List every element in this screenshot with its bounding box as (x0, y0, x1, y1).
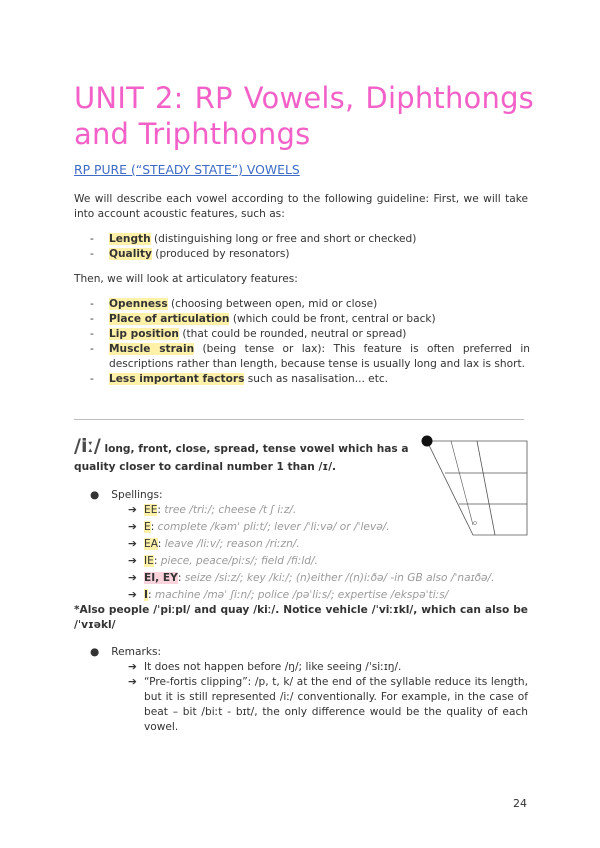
spellings-label: Spellings: (111, 489, 163, 501)
small-marker (474, 522, 477, 525)
acoustic-features-list (90, 232, 530, 262)
spellings-heading: ● Spellings: (90, 489, 163, 501)
vowel-description (74, 437, 409, 476)
vowel-desc-line2: quality closer to cardinal number 1 than /ɪ/. (74, 461, 337, 473)
central-line (477, 441, 495, 535)
remarks-label: Remarks: (111, 646, 162, 658)
spellings-list (128, 502, 495, 604)
list-item: ➔ “Pre-fortis clipping”: /p, t, k/ at the end of the syllable reduce its length, but it is still represented /iː/ conventionally. For example, in the case of beat – bit /biːt - bɪt/, the only difference would be the quality of each vowel. (128, 676, 528, 733)
articulatory-features-list (90, 297, 530, 387)
feature-term: Place of articulation (109, 313, 230, 325)
feature-term: Length (109, 233, 151, 245)
feature-term: Muscle strain (109, 343, 195, 355)
feature-description: (that could be rounded, neutral or spread) (178, 328, 407, 340)
page-title: UNIT 2: RP Vowels, Diphthongs and Triphthongs (74, 81, 534, 151)
page-number: 24 (513, 797, 527, 810)
spelling-example: leave /liːv/; reason /riːzn/. (161, 538, 300, 550)
feature-term: Quality (109, 248, 152, 260)
spelling-example: complete /kəmˈ pliːt/; lever /ˈliːvə/ or /ˈlevə/. (154, 521, 390, 533)
list-item: - Lip position (that could be rounded, neutral or spread) (90, 328, 407, 340)
feature-term: Lip position (109, 328, 179, 340)
remark-text: “Pre-fortis clipping”: /p, t, k/ at the end of the syllable reduce its length, but it is still represented /iː/ conventionally. For example, in the case of beat – bit /biːt - bɪt/, the only difference would be the quality of each vowel. (144, 676, 528, 733)
spelling-example: machine /məˈ ʃiːn/; police /pəˈliːs/; expertise /ekspəˈtiːs/ (151, 589, 449, 601)
vowel-desc-line1: long, front, close, spread, tense vowel which has a (100, 443, 409, 455)
feature-description: (produced by resonators) (151, 248, 290, 260)
articulatory-intro: Then, we will look at articulatory features: (74, 273, 298, 285)
vowel-position-marker (422, 436, 433, 447)
grapheme: I (144, 589, 148, 601)
spelling-example: tree /triː/; cheese /t ʃ iːz/. (160, 504, 297, 516)
grapheme: EI, EY (144, 572, 178, 584)
remarks-heading: ● Remarks: (90, 646, 162, 658)
grapheme: IE (144, 555, 154, 567)
feature-description: (being tense or lax): This feature is often preferred in descriptions rather than length, because tense is usually long and lax is short. (109, 343, 531, 370)
remark-text: It does not happen before /ŋ/; like seeing /ˈsiːɪŋ/. (144, 661, 402, 673)
list-item: ➔ EA: leave /liːv/; reason /riːzn/. (128, 538, 300, 550)
grapheme: EA (144, 538, 158, 550)
list-item: ➔ E: complete /kəmˈ pliːt/; lever /ˈliːvə/ or /ˈlevə/. (128, 521, 390, 533)
list-item: ➔ EE: tree /triː/; cheese /t ʃ iːz/. (128, 504, 297, 516)
list-item: - Openness (choosing between open, mid or close) (90, 298, 378, 310)
list-item: - Muscle strain (being tense or lax): This feature is often preferred in descriptions rather than length, because tense is usually long and lax is short. (90, 343, 531, 370)
spelling-example: seize /siːz/; key /kiː/; (n)either /(n)iːðə/ -in GB also /ˈnaɪðə/. (181, 572, 495, 584)
quadrilateral-outline (427, 441, 527, 535)
vowel-quadrilateral-diagram (415, 433, 533, 541)
feature-description: (distinguishing long or free and short or checked) (150, 233, 417, 245)
intro-paragraph: We will describe each vowel according to the following guideline: First, we will take into account acoustic features, such as: (74, 193, 528, 220)
vowel-symbol: /iː/ (74, 435, 101, 457)
spelling-example: piece, peace/piːs/; field /fiːld/. (157, 555, 318, 567)
grapheme: E (144, 521, 151, 533)
feature-term: Openness (109, 298, 168, 310)
list-item: - Less important factors such as nasalisation... etc. (90, 373, 389, 385)
feature-term: Less important factors (109, 373, 245, 385)
list-item: ➔ I: machine /məˈ ʃiːn/; police /pəˈliːs/; expertise /ekspəˈtiːs/ (128, 589, 449, 601)
grapheme: EE (144, 504, 158, 516)
list-item: ➔ EI, EY: seize /siːz/; key /kiː/; (n)either /(n)iːðə/ -in GB also /ˈnaɪðə/. (128, 572, 495, 584)
feature-description: (choosing between open, mid or close) (167, 298, 378, 310)
feature-description: such as nasalisation... etc. (244, 373, 389, 385)
section-divider (74, 419, 524, 420)
section-subtitle: RP PURE (“STEADY STATE”) VOWELS (74, 162, 300, 177)
list-item: - Length (distinguishing long or free and short or checked) (90, 233, 417, 245)
remarks-list (128, 660, 528, 735)
list-item: ➔ IE: piece, peace/piːs/; field /fiːld/. (128, 555, 318, 567)
feature-description: (which could be front, central or back) (229, 313, 436, 325)
list-item: - Quality (produced by resonators) (90, 248, 290, 260)
also-note: *Also people /ˈpiːpl/ and quay /kiː/. Notice vehicle /ˈviːɪkl/, which can also be /ˈvɪəkl/ (74, 604, 528, 631)
list-item: - Place of articulation (which could be front, central or back) (90, 313, 436, 325)
list-item: ➔ It does not happen before /ŋ/; like seeing /ˈsiːɪŋ/. (128, 661, 402, 673)
